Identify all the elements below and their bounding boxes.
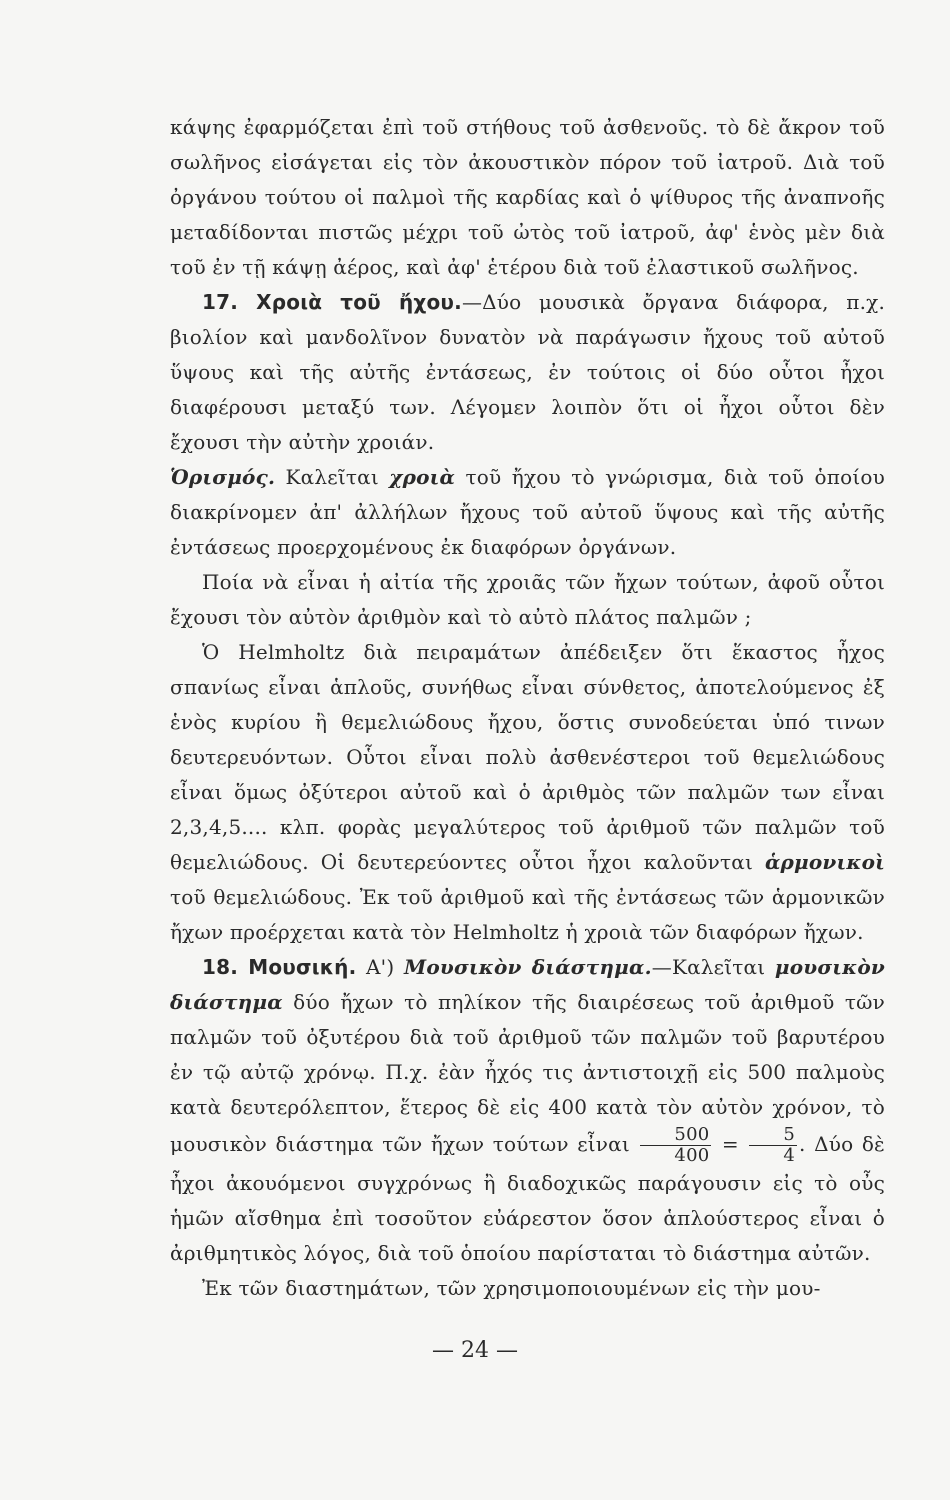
section-17 [170,285,885,460]
fraction-numerator: 500 [640,1125,711,1146]
fraction-numerator: 5 [749,1125,797,1146]
paragraph-stethoscope [170,110,885,285]
text: κάψης ἐφαρμόζεται ἐπὶ τοῦ στήθους τοῦ ἀσθενοῦς. τὸ δὲ ἄκρον τοῦ σωλῆνος εἰσάγεται εἰς τὸν ἀκουστικὸν πόρον τοῦ ἰατροῦ. Διὰ τοῦ ὀργάνου τούτου οἱ παλμοὶ τῆς καρδίας καὶ ὁ ψίθυρος τῆς ἀναπνοῆς μεταδίδονται πιστῶς μέχρι τοῦ ὠτὸς τοῦ ἰατροῦ, ἀφ' ἑνὸς μὲν διὰ τοῦ ἐν τῇ κάψῃ ἀέρος, καὶ ἀφ' ἑτέρου διὰ τοῦ ἐλαστικοῦ σωλῆνος. [170,115,885,279]
section-17-text: —Δύο μουσικὰ ὄργανα διάφορα, π.χ. βιολίον καὶ μανδολῖνον δυνατὸν νὰ παράγωσιν ἤχους τοῦ αὐτοῦ ὕψους καὶ τῆς αὐτῆς ἐντάσεως, ἐν τούτοις οἱ δύο οὗτοι ἦχοι διαφέρουσι μεταξύ των. Λέγομεν λοιπὸν ὅτι οἱ ἦχοι οὗτοι δὲν ἔχουσι τὴν αὐτὴν χροιάν. [170,290,886,454]
fraction-denominator: 4 [783,1145,796,1166]
paragraph-question [170,565,885,635]
fraction-5-4 [749,1125,797,1166]
section-18-sub-title: Μουσικὸν διάστημα. [404,955,652,979]
section-17-heading: 17. Χροιὰ τοῦ ἤχου. [202,290,462,314]
helmholtz-text-a: Ὁ Helmholtz διὰ πειραμάτων ἀπέδειξεν ὅτι ἕκαστος ἦχος σπανίως εἶναι ἁπλοῦς, συνήθως εἶναι σύνθετος, ἀποτελούμενος ἐξ ἑνὸς κυρίου ἢ θεμελιώδους ἤχου, ὅστις συνοδεύεται ὑπό τινων δευτερευόντων. Οὗτοι εἶναι πολὺ ἀσθενέστεροι τοῦ θεμελιώδους εἶναι ὅμως ὀξύτεροι αὐτοῦ καὶ ὁ ἀριθμὸς τῶν παλμῶν των εἶναι 2,3,4,5.... κλπ. φορὰς μεγαλύτερος τοῦ ἀριθμοῦ τῶν παλμῶν τοῦ θεμελιώδους. Οἱ δευτερεύοντες οὗτοι ἦχοι καλοῦνται [170,640,885,874]
page-body [170,110,885,1306]
definition-text-b: τοῦ ἤχου τὸ γνώρισμα, διὰ τοῦ ὁποίου διακρίνομεν ἀπ' ἀλλήλων ἤχους τοῦ αὐτοῦ ὕψους καὶ τῆς αὐτῆς ἐντάσεως προερχομένους ἐκ διαφόρων ὀργάνων. [170,465,885,559]
equals-sign: = [713,1132,748,1156]
section-18-text-c: . Δύο δὲ ἦχοι ἀκουόμενοι συγχρόνως ἢ διαδοχικῶς παράγουσιν εἰς τὸ οὖς ἡμῶν αἴσθημα ἐπὶ τοσοῦτον εὐάρεστον ὅσον ἁπλούστερος εἶναι ὁ ἀριθμητικὸς λόγος, διὰ τοῦ ὁποίου παρίσταται τὸ διάστημα αὐτῶν. [170,1132,885,1265]
fraction-500-400 [640,1125,711,1166]
section-18-text-a: —Καλεῖται [651,955,775,979]
text: Ἐκ τῶν διαστημάτων, τῶν χρησιμοποιουμένων εἰς τὴν μου- [202,1276,821,1300]
section-18-text-b: δύο ἤχων τὸ πηλίκον τῆς διαιρέσεως τοῦ ἀριθμοῦ τῶν παλμῶν τοῦ ὀξυτέρου διὰ τοῦ ἀριθμοῦ τῶν παλμῶν τοῦ βαρυτέρου ἐν τῷ αὐτῷ χρόνῳ. Π.χ. ἐὰν ἦχός τις ἀντιστοιχῇ εἰς 500 παλμοὺς κατὰ δευτερόλεπτον, ἕτερος δὲ εἰς 400 κατὰ τὸν αὐτὸν χρόνον, τὸ μουσικὸν διάστημα τῶν ἤχων τούτων εἶναι [170,990,885,1156]
section-18-term: μουσικὸν διάστημα [170,955,885,1014]
section-18 [170,950,885,1271]
definition-term: χροιὰ [389,465,456,489]
paragraph-helmholtz [170,635,885,950]
definition-timbre [170,460,885,565]
fraction-denominator: 400 [674,1145,710,1166]
helmholtz-term: ἁρμονικοὶ [764,850,885,874]
definition-label: Ὁρισμός. [170,465,276,489]
page-number: — 24 — [432,1338,518,1363]
paragraph-last [170,1271,885,1306]
helmholtz-text-b: τοῦ θεμελιώδους. Ἐκ τοῦ ἀριθμοῦ καὶ τῆς ἐντάσεως τῶν ἁρμονικῶν ἤχων προέρχεται κατὰ τὸν Helmholtz ἡ χροιὰ τῶν διαφόρων ἤχων. [170,885,885,944]
definition-text-a: Καλεῖται [275,465,390,489]
section-18-heading: 18. Μουσική. [202,955,357,979]
section-18-sub-a: Α') [356,955,404,979]
text: Ποία νὰ εἶναι ἡ αἰτία τῆς χροιᾶς τῶν ἤχων τούτων, ἀφοῦ οὗτοι ἔχουσι τὸν αὐτὸν ἀριθμὸν καὶ τὸ αὐτὸ πλάτος παλμῶν ; [170,570,885,629]
